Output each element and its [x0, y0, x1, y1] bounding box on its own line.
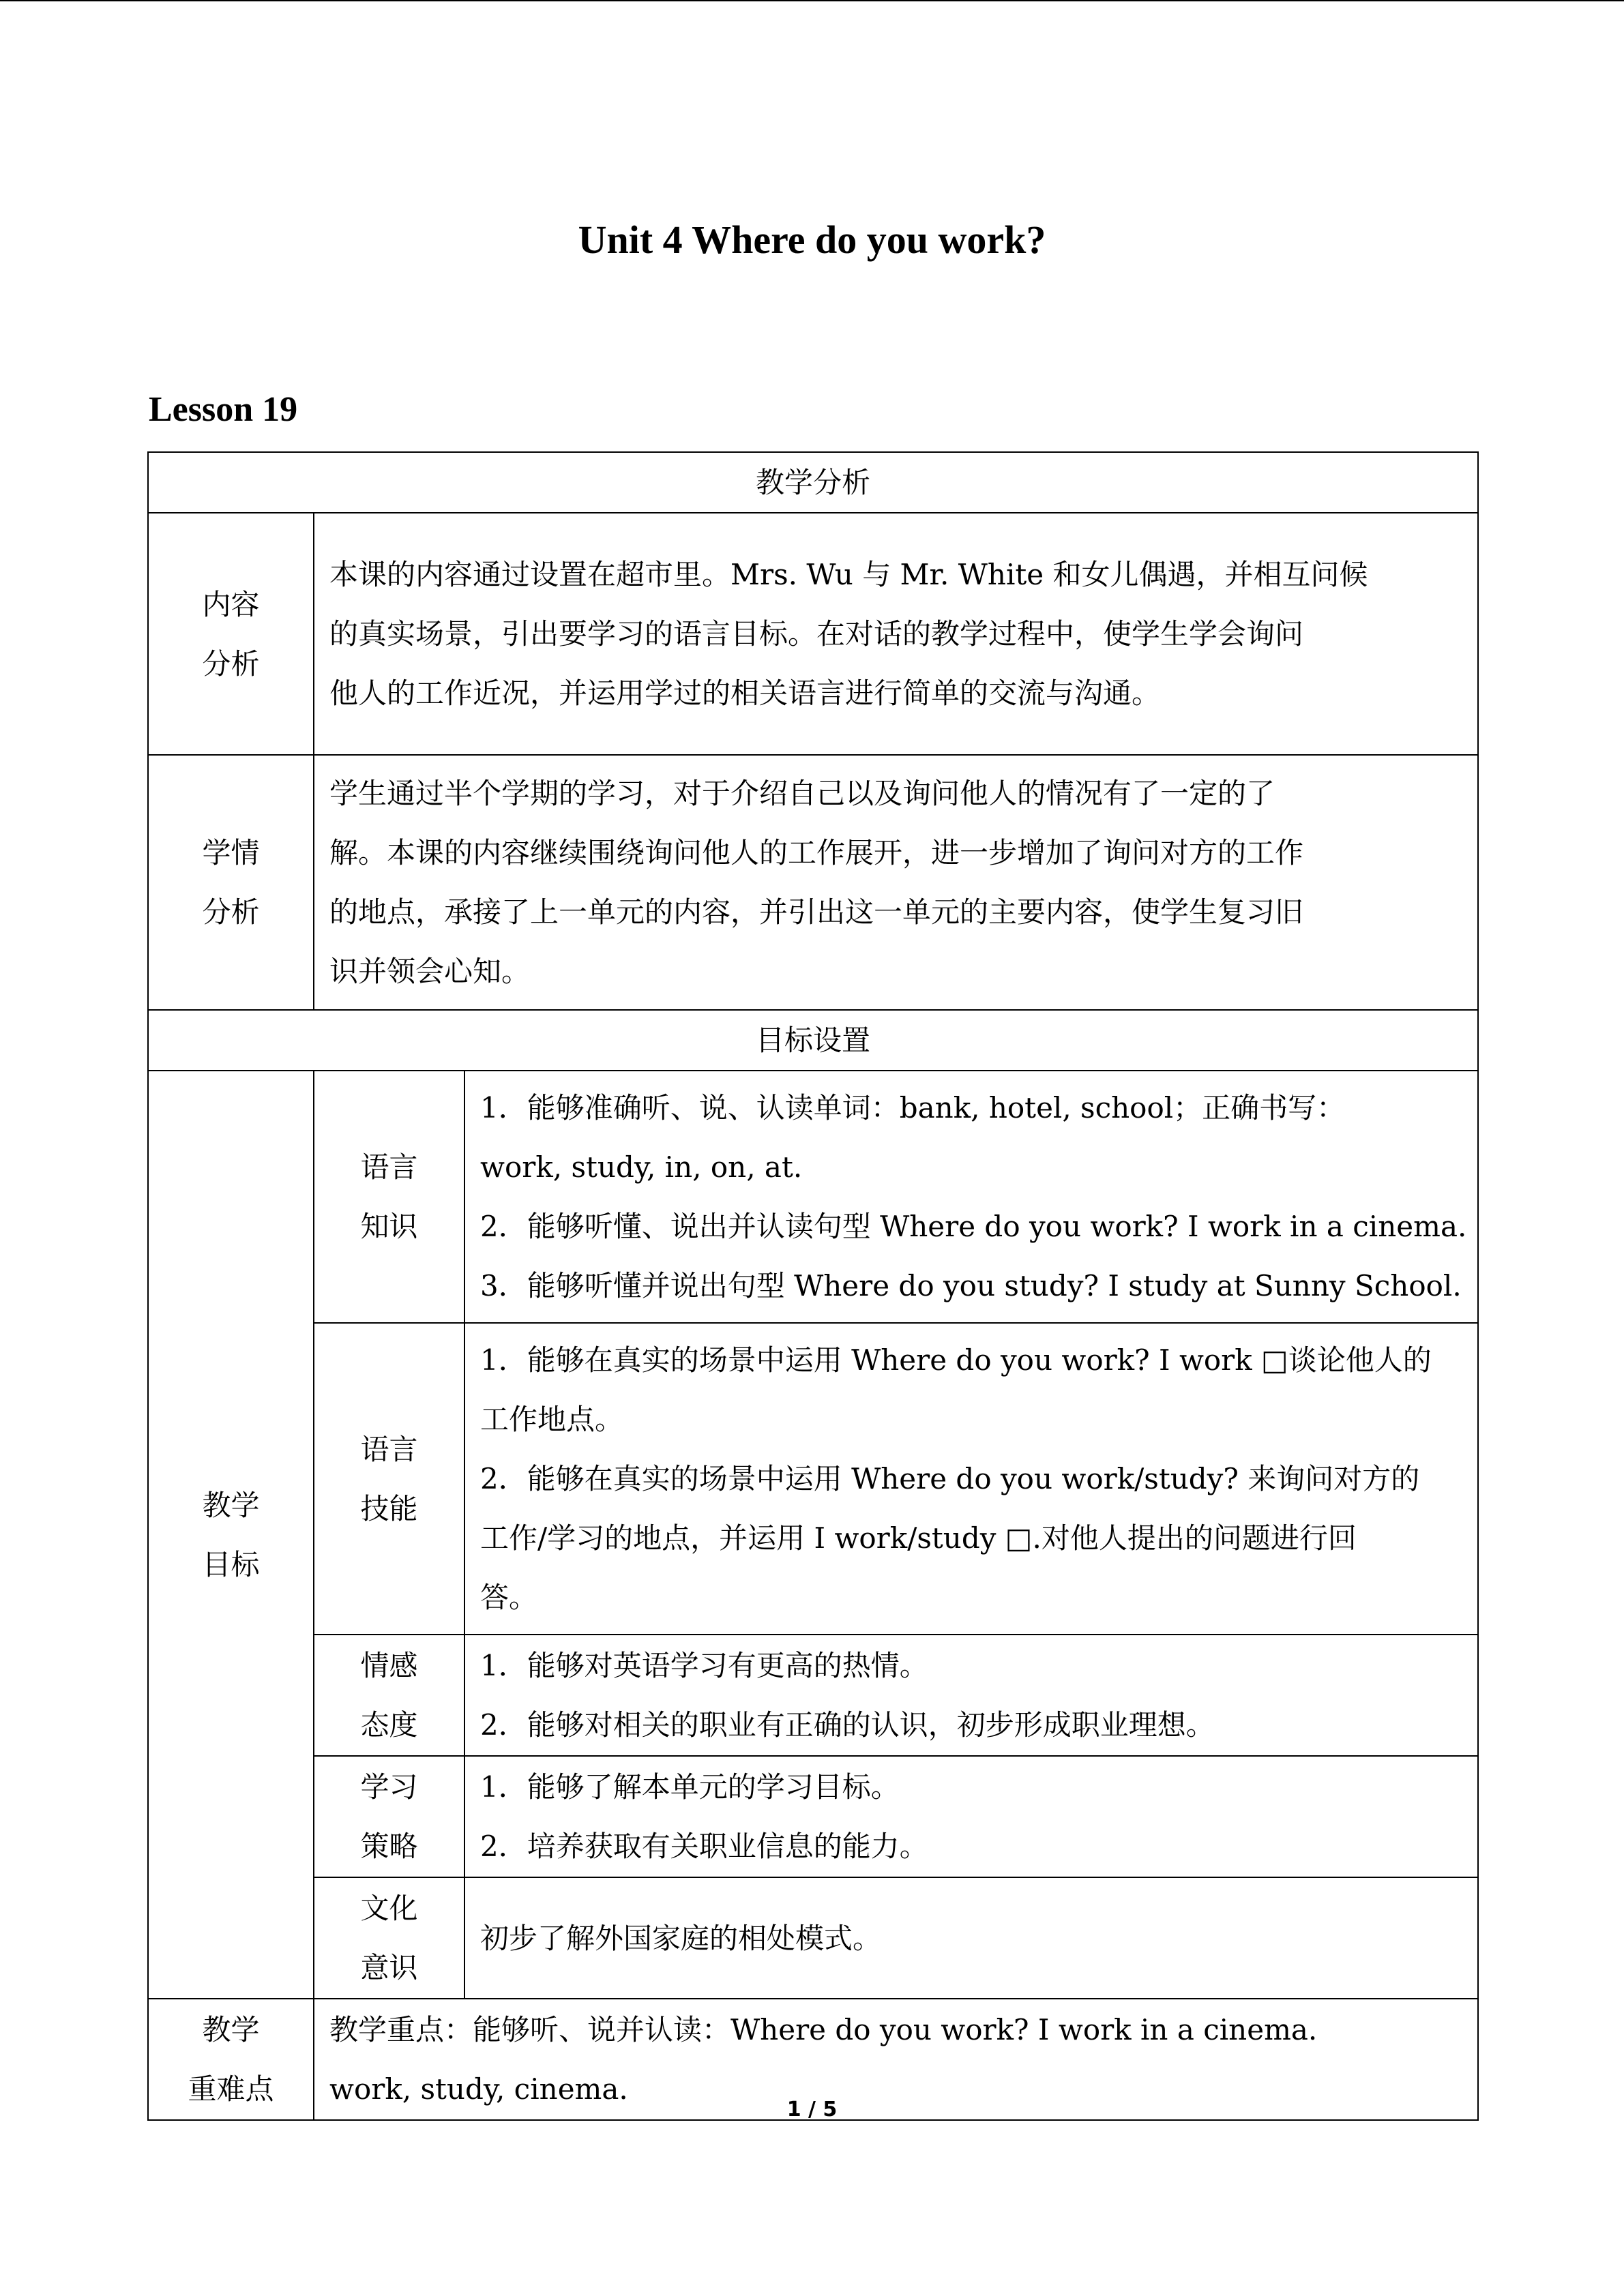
label-content-analysis: 内容 分析 [148, 513, 314, 755]
label-key-points: 教学 重难点 [148, 1999, 314, 2120]
text-language-knowledge: 1．能够准确听、说、认读单词：bank, hotel, school；正确书写： work, study, in, on, at. 2．能够听懂、说出并认读句型 Where do you work? I work in a cinema. 3．能够听懂并说出句型 Where do you study? I study at Sunny School. [464, 1071, 1478, 1323]
top-border-line [0, 0, 1624, 1]
lesson-heading: Lesson 19 [149, 390, 298, 429]
row-emotional-attitude [148, 1635, 1478, 1756]
page-number: 1 / 5 [786, 2098, 838, 2121]
text-language-skills: 1．能够在真实的场景中运用 Where do you work? I work □谈论他人的 工作地点。 2．能够在真实的场景中运用 Where do you work/study? 来询问对方的 工作/学习的地点，并运用 I work/study □.对他人提出的问题进行回 答。 [464, 1323, 1478, 1635]
label-language-knowledge: 语言 知识 [314, 1071, 464, 1323]
label-teaching-goals: 教学 目标 [148, 1071, 314, 1999]
text-key-points: 教学重点：能够听、说并认读：Where do you work? I work in a cinema. work, study, cinema. [314, 1999, 1478, 2120]
label-learning-strategy: 学习 策略 [314, 1756, 464, 1877]
row-cultural-awareness [148, 1877, 1478, 1999]
section-heading-goals: 目标设置 [148, 1010, 1478, 1071]
section-row-analysis [148, 452, 1478, 513]
row-language-skills [148, 1323, 1478, 1635]
row-language-knowledge [148, 1071, 1478, 1323]
text-learner-analysis: 学生通过半个学期的学习，对于介绍自己以及询问他人的情况有了一定的了 解。本课的内容继续围绕询问他人的工作展开，进一步增加了询问对方的工作 的地点，承接了上一单元的内容，并引出这一单元的主要内容，使学生复习旧 识并领会心知。 [314, 755, 1478, 1010]
label-cultural-awareness: 文化 意识 [314, 1877, 464, 1999]
lesson-plan-table [147, 451, 1479, 2121]
label-learner-analysis: 学情 分析 [148, 755, 314, 1010]
section-heading-analysis: 教学分析 [148, 452, 1478, 513]
section-row-goals [148, 1010, 1478, 1071]
label-language-skills: 语言 技能 [314, 1323, 464, 1635]
row-learner-analysis [148, 755, 1478, 1010]
row-content-analysis [148, 513, 1478, 755]
text-learning-strategy: 1．能够了解本单元的学习目标。 2．培养获取有关职业信息的能力。 [464, 1756, 1478, 1877]
row-learning-strategy [148, 1756, 1478, 1877]
label-emotional-attitude: 情感 态度 [314, 1635, 464, 1756]
page-title: Unit 4 Where do you work? [578, 218, 1046, 262]
text-content-analysis: 本课的内容通过设置在超市里。Mrs. Wu 与 Mr. White 和女儿偶遇，并相互问候 的真实场景，引出要学习的语言目标。在对话的教学过程中，使学生学会询问 他人的工作近况，并运用学过的相关语言进行简单的交流与沟通。 [314, 513, 1478, 755]
text-emotional-attitude: 1．能够对英语学习有更高的热情。 2．能够对相关的职业有正确的认识，初步形成职业理想。 [464, 1635, 1478, 1756]
text-cultural-awareness: 初步了解外国家庭的相处模式。 [464, 1877, 1478, 1999]
